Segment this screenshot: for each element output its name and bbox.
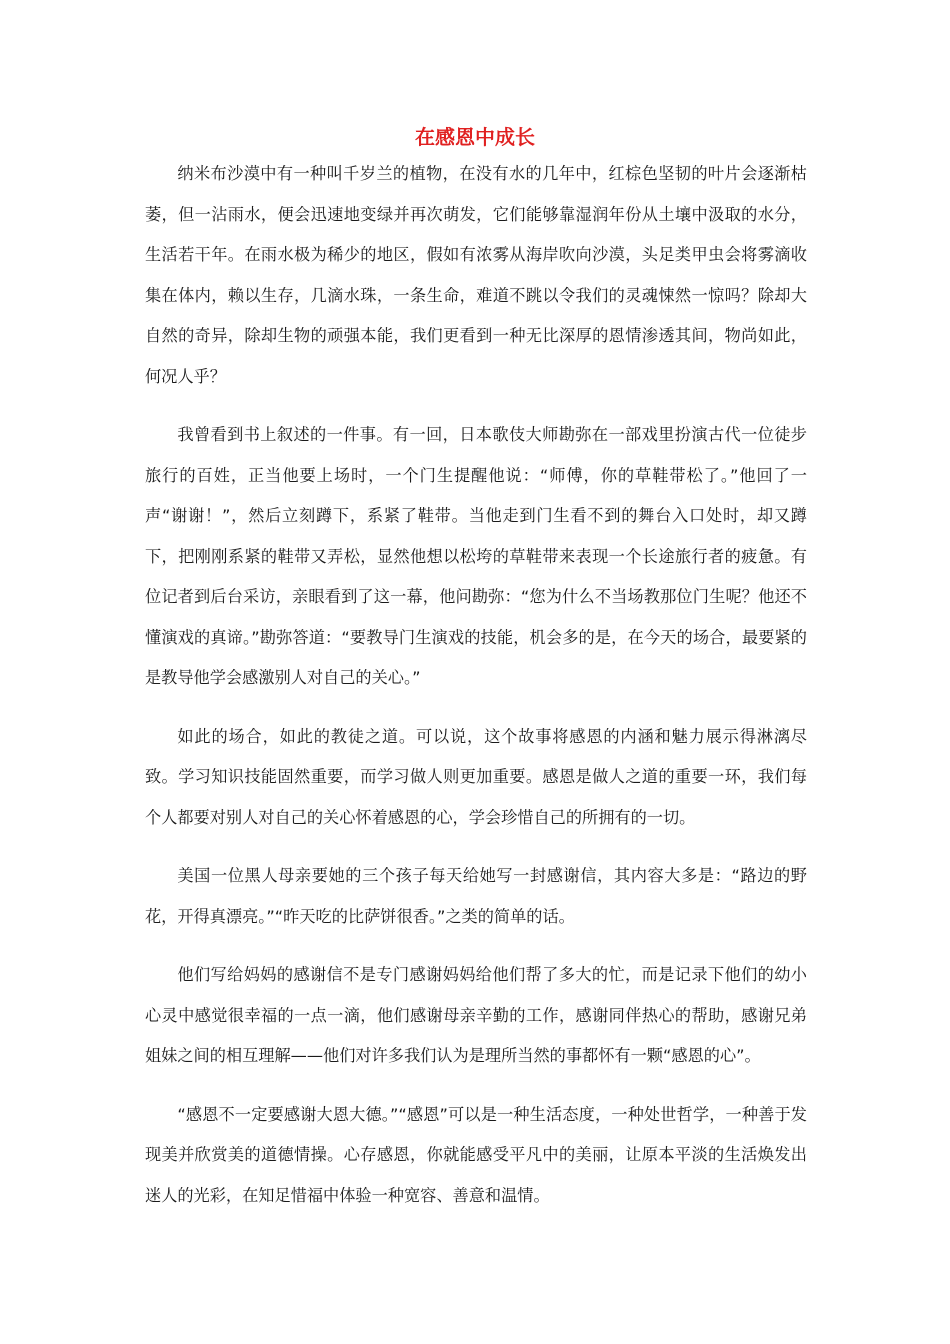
paragraph-6: “感恩不一定要感谢大恩大德。”“感恩”可以是一种生活态度，一种处世哲学，一种善于发现美并欣赏美的道德情操。心存感恩，你就能感受平凡中的美丽，让原本平淡的生活焕发出迷人的光彩，在知足惜福中体验一种宽容、善意和温情。 xyxy=(145,1104,807,1205)
article-body xyxy=(145,154,807,1234)
paragraph-4: 美国一位黑人母亲要她的三个孩子每天给她写一封感谢信，其内容大多是：“路边的野花，开得真漂亮。”“昨天吃的比萨饼很香。”之类的简单的话。 xyxy=(145,866,807,926)
paragraph-3: 如此的场合，如此的教徒之道。可以说，这个故事将感恩的内涵和魅力展示得淋漓尽致。学习知识技能固然重要，而学习做人则更加重要。感恩是做人之道的重要一环，我们每个人都要对别人对自己的关心怀着感恩的心，学会珍惜自己的所拥有的一切。 xyxy=(145,726,807,827)
paragraph-1: 纳米布沙漠中有一种叫千岁兰的植物，在没有水的几年中，红棕色坚韧的叶片会逐渐枯萎，但一沾雨水，便会迅速地变绿并再次萌发，它们能够靠湿润年份从土壤中汲取的水分，生活若干年。在雨水极为稀少的地区，假如有浓雾从海岸吹向沙漠，头足类甲虫会将雾滴收集在体内，赖以生存，几滴水珠，一条生命，难道不跳以令我们的灵魂悚然一惊吗？除却大自然的奇异，除却生物的顽强本能，我们更看到一种无比深厚的恩情渗透其间，物尚如此，何况人乎？ xyxy=(145,164,807,386)
paragraph-5: 他们写给妈妈的感谢信不是专门感谢妈妈给他们帮了多大的忙，而是记录下他们的幼小心灵中感觉很幸福的一点一滴，他们感谢母亲辛勤的工作，感谢同伴热心的帮助，感谢兄弟姐妹之间的相互理解——他们对许多我们认为是理所当然的事都怀有一颗“感恩的心”。 xyxy=(145,965,807,1065)
paragraph-2: 我曾看到书上叙述的一件事。有一回，日本歌伎大师勘弥在一部戏里扮演古代一位徒步旅行的百姓，正当他要上场时，一个门生提醒他说：“师傅，你的草鞋带松了。”他回了一声“谢谢！”，然后立刻蹲下，系紧了鞋带。当他走到门生看不到的舞台入口处时，却又蹲下，把刚刚系紧的鞋带又弄松，显然他想以松垮的草鞋带来表现一个长途旅行者的疲惫。有位记者到后台采访，亲眼看到了这一幕，他问勘弥：“您为什么不当场教那位门生呢？他还不懂演戏的真谛。”勘弥答道：“要教导门生演戏的技能，机会多的是，在今天的场合，最要紧的是教导他学会感激别人对自己的关心。” xyxy=(145,425,807,687)
page-title: 在感恩中成长 xyxy=(415,125,535,149)
